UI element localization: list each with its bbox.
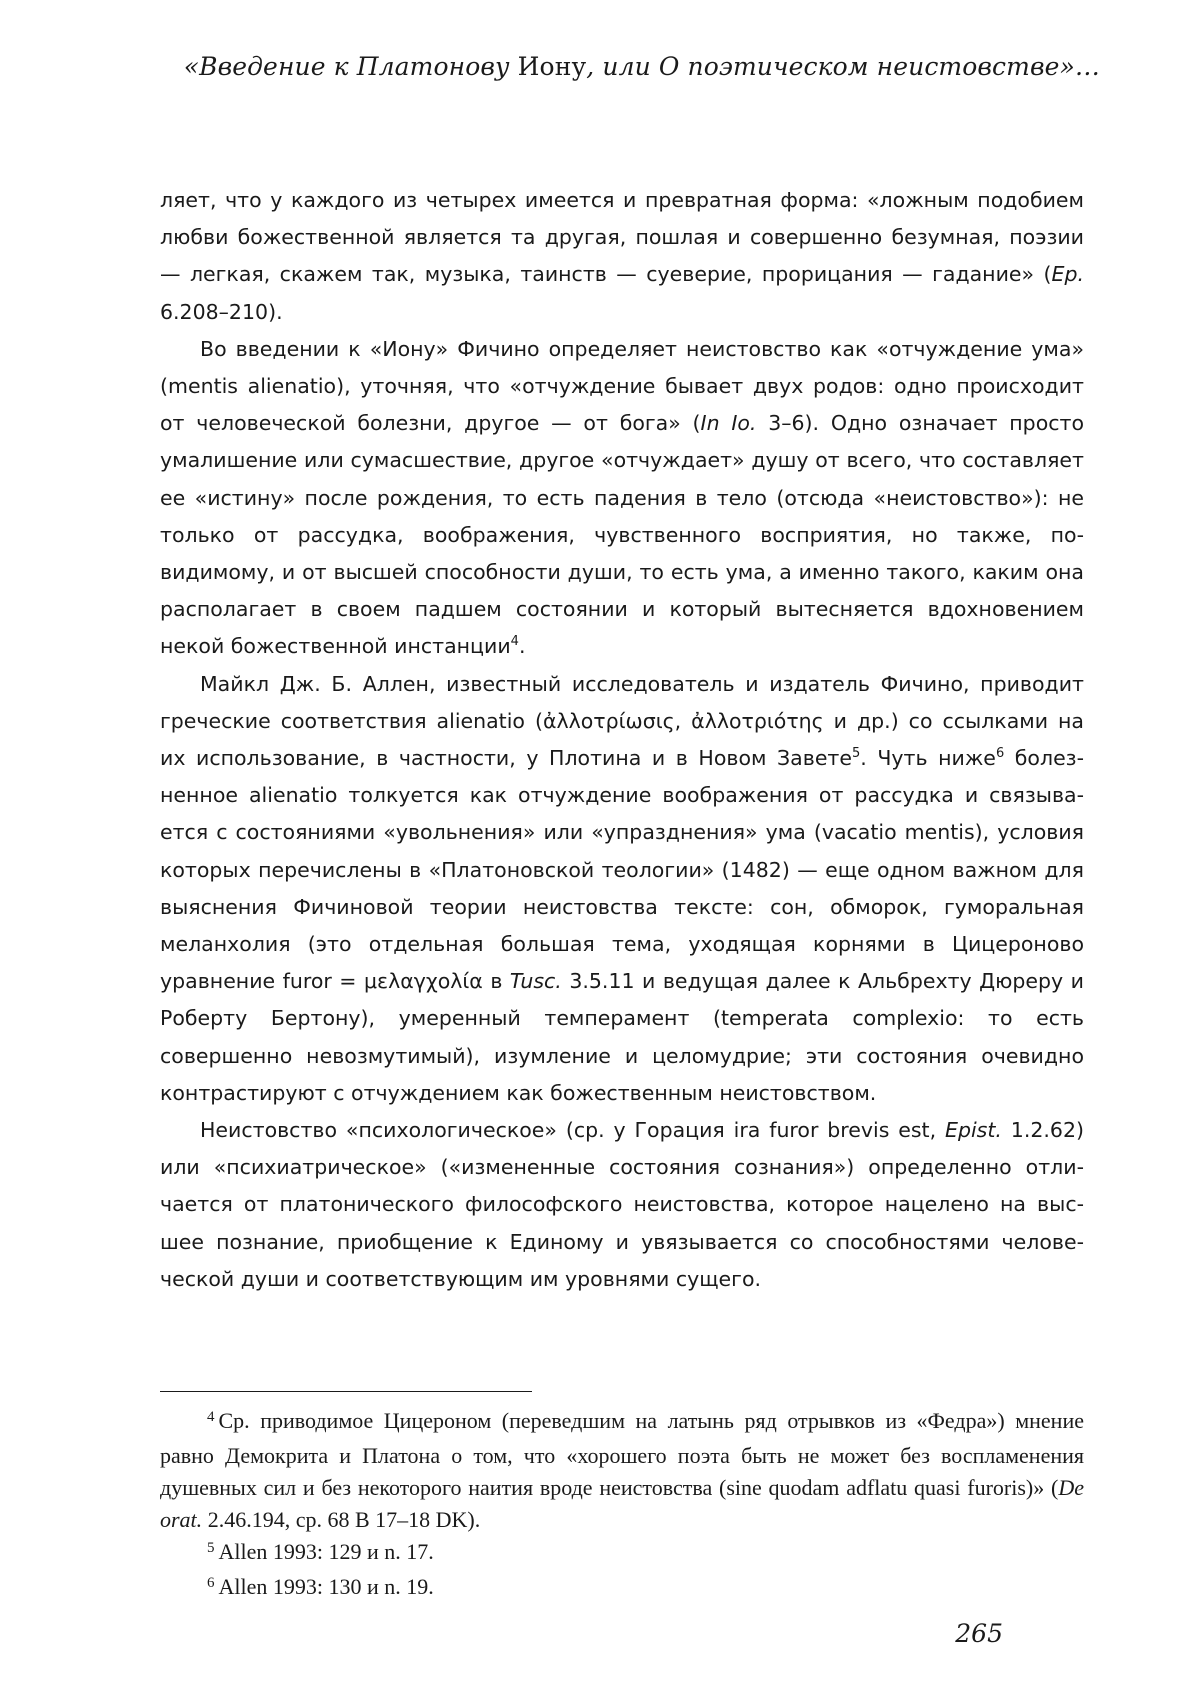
footnote-text: Ср. приводимое Цицероном (переведшим на латынь ряд отрывков из «Федра») мнение равно Демокрита и Платона о том, что «хорошего поэта быть не может без воспламенения душевных сил и без некоторого наития вроде неистовства (sine quodam adflatu quasi furoris)» ( xyxy=(160,1408,1084,1500)
p3-text: Майкл Дж. Б. Аллен, известный исследователь и издатель Фичино, приводит греческие соответствия alienatio (ἀλλοτρίωσις, ἀλλοτριότης и др.) со ссылками на их использование, в частности, у Плотина и в Новом Завете xyxy=(160,671,1084,771)
paragraph-3 xyxy=(160,666,1084,1112)
p4-text-end: 1.2.62) или «психиатрическое» («измененные состояния сознания») определенно отличается от платонического философского неистовства, которое нацелено на высшее познание, приобщение к Единому и увязывается со способностями человеческой души и соответствующим им уровнями сущего. xyxy=(160,1118,1085,1291)
footnote-number: 4 xyxy=(207,1409,215,1425)
main-text xyxy=(160,182,1084,1298)
p3-italic-ref: Tusc. xyxy=(509,969,562,994)
running-head-pre: «Введение к Платонову xyxy=(183,52,518,81)
footnote-4 xyxy=(160,1405,1084,1536)
footnote-ref-4[interactable]: 4 xyxy=(510,634,519,650)
footnote-italic-ref: De orat. xyxy=(160,1475,1084,1532)
paragraph-2 xyxy=(160,331,1084,666)
p3-text-end: 3.5.11 и ведущая далее к Альбрехту Дюреру и Роберту Бертону), умеренный темперамент (temperata complexio: то есть совершенно невозмутимый), изумление и целомудрие; эти состояния очевидно контрастируют с отчуждением как божественным неистовством. xyxy=(160,969,1084,1105)
footnote-6 xyxy=(160,1571,1084,1606)
p2-text-mid: 3–6). Одно означает просто умалишение или сумасшествие, другое «отчуждает» душу от всего, что составляет ее «истину» после рождения, то есть падения в тело (отсюда «неистовство»): не только от рассудка, воображения, чувственного восприятия, но также, по-видимому, и от высшей способности души, то есть ума, а именно такого, каким она располагает в своем падшем состоянии и который вытесняется вдохновением некой божественной инстанции xyxy=(160,411,1084,659)
footnote-ref-6[interactable]: 6 xyxy=(995,746,1005,762)
p1-text-end: 6.208–210). xyxy=(160,299,283,324)
footnote-5 xyxy=(160,1536,1084,1571)
footnote-ref-5[interactable]: 5 xyxy=(851,746,861,762)
running-head-upright: Иону xyxy=(517,52,587,81)
paragraph-4 xyxy=(160,1112,1084,1298)
footnote-divider xyxy=(160,1391,532,1392)
footnote-number: 5 xyxy=(207,1540,215,1556)
p2-text: Во введении к «Иону» Фичино определяет неистовство как «отчуждение ума» (mentis alienatio), уточняя, что «отчуждение бывает двух родов: одно происходит от человеческой болезни, другое — от бога» ( xyxy=(160,336,1084,436)
footnotes xyxy=(160,1405,1084,1606)
running-head xyxy=(100,52,1100,81)
footnote-text: Allen 1993: 130 и n. 19. xyxy=(218,1574,434,1599)
p1-text: ляет, что у каждого из четырех имеется и превратная форма: «ложным подобием любви божественной является та другая, пошлая и совершенно безумная, поэзии — легкая, скажем так, музыка, таинств — суеверие, прорицания — гадание» ( xyxy=(160,188,1084,287)
footnote-text: Allen 1993: 129 и n. 17. xyxy=(218,1539,434,1564)
p3-text-3: болезненное alienatio толкуется как отчуждение воображения от рассудка и связывается с состояниями «увольнения» или «упразднения» ума (vacatio mentis), условия которых перечислены в «Платоновской теологии» (1482) — еще одном важном для выяснения Фичиновой теории неистовства тексте: сон, обморок, гуморальная меланхолия (это отдельная большая тема, уходящая корнями в Цицероново уравнение furor = μελαγχολία в xyxy=(160,746,1084,994)
running-head-post: , или О поэтическом неистовстве»… xyxy=(586,52,1100,81)
p2-italic-ref: In Io. xyxy=(700,411,757,436)
footnote-number: 6 xyxy=(207,1575,215,1591)
page-number: 265 xyxy=(955,1619,1003,1648)
p4-text: Неистовство «психологическое» (ср. у Горация ira furor brevis est, xyxy=(200,1118,946,1143)
footnote-text-end: 2.46.194, ср. 68 B 17–18 DK). xyxy=(202,1507,481,1532)
p4-italic-ref: Epist. xyxy=(945,1118,1002,1143)
p3-text-2: . Чуть ниже xyxy=(860,746,996,771)
p1-italic-ref: Ep. xyxy=(1051,262,1084,287)
paragraph-1 xyxy=(160,182,1084,331)
p2-text-end: . xyxy=(518,634,526,659)
